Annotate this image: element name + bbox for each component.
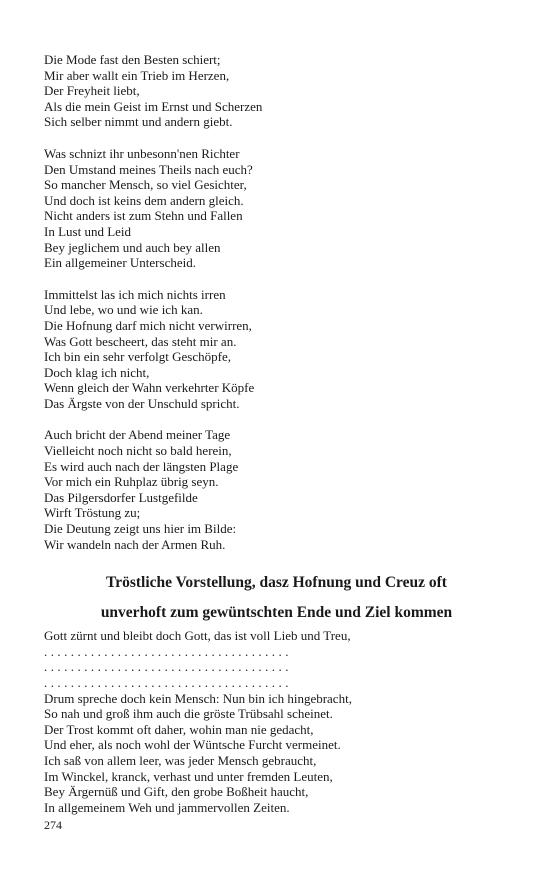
- verse-line: Gott zürnt und bleibt doch Gott, das ist voll Lieb und Treu,: [44, 628, 351, 644]
- verse-line: Ein allgemeiner Unterscheid.: [44, 255, 196, 271]
- verse-line: So nah und groß ihm auch die gröste Trübsahl scheinet.: [44, 706, 333, 722]
- omission-dots: . . . . . . . . . . . . . . . . . . . . . . . . . . . . . . . . . . . . .: [44, 659, 289, 675]
- poem-title-line-1: Tröstliche Vorstellung, dasz Hofnung und Creuz oft: [106, 574, 447, 592]
- verse-line: Vor mich ein Ruhplaz übrig seyn.: [44, 474, 219, 490]
- verse-line: Als die mein Geist im Ernst und Scherzen: [44, 98, 263, 114]
- verse-line: In Lust und Leid: [44, 223, 132, 239]
- verse-line: Vielleicht noch nicht so bald herein,: [44, 443, 232, 459]
- stanza-2: [44, 146, 514, 271]
- verse-line: Die Mode fast den Besten schiert;: [44, 52, 221, 67]
- omission-dots: . . . . . . . . . . . . . . . . . . . . . . . . . . . . . . . . . . . . .: [44, 675, 289, 690]
- verse-line: Das Pilgersdorfer Lustgefilde: [44, 489, 198, 505]
- verse-line: Im Winckel, kranck, verhast und unter fremden Leuten,: [44, 768, 333, 784]
- omission-dots: . . . . . . . . . . . . . . . . . . . . . . . . . . . . . . . . . . . . .: [44, 643, 289, 659]
- poem-title-line-2: unverhoft zum gewüntschten Ende und Ziel kommen: [100, 604, 453, 622]
- second-poem: [44, 628, 514, 815]
- verse-line: Ich saß von allem leer, was jeder Mensch gebraucht,: [44, 752, 317, 768]
- stanza-4: [44, 427, 514, 552]
- verse-line: Ich bin ein sehr verfolgt Geschöpfe,: [44, 349, 231, 365]
- verse-line: Der Freyheit liebt,: [44, 83, 140, 99]
- verse-line: Die Deutung zeigt uns hier im Bilde:: [44, 521, 237, 537]
- verse-line: Und lebe, wo und wie ich kan.: [44, 302, 203, 318]
- verse-line: Es wird auch nach der längsten Plage: [44, 458, 239, 474]
- stanza-1: [44, 52, 514, 130]
- stanza-3: [44, 287, 514, 412]
- verse-line: Doch klag ich nicht,: [44, 364, 150, 380]
- verse-line: Und doch ist keins dem andern gleich.: [44, 192, 244, 208]
- verse-line: Wirft Tröstung zu;: [44, 505, 141, 521]
- verse-line: Bey jeglichem und auch bey allen: [44, 239, 221, 255]
- verse-line: Nicht anders ist zum Stehn und Fallen: [44, 208, 243, 224]
- verse-line: Was Gott bescheert, das steht mir an.: [44, 333, 237, 349]
- verse-line: Den Umstand meines Theils nach euch?: [44, 161, 253, 177]
- verse-line: Mir aber wallt ein Trieb im Herzen,: [44, 67, 230, 83]
- verse-line: Immittelst las ich mich nichts irren: [44, 286, 226, 302]
- verse-line: Auch bricht der Abend meiner Tage: [44, 427, 231, 443]
- verse-line: Drum spreche doch kein Mensch: Nun bin ich hingebracht,: [44, 690, 352, 706]
- verse-line: Bey Ärgernüß und Gift, den grobe Boßheit haucht,: [44, 784, 309, 800]
- verse-line: Das Ärgste von der Unschuld spricht.: [44, 395, 240, 411]
- verse-line: Die Hofnung darf mich nicht verwirren,: [44, 317, 252, 333]
- verse-line: Der Trost kommt oft daher, wohin man nie gedacht,: [44, 721, 314, 737]
- verse-line: Wenn gleich der Wahn verkehrter Köpfe: [44, 380, 255, 396]
- verse-line: Und eher, als noch wohl der Wüntsche Furcht vermeinet.: [44, 737, 341, 753]
- page-number: 274: [44, 818, 62, 832]
- verse-line: Wir wandeln nach der Armen Ruh.: [44, 536, 226, 552]
- verse-line: Was schnizt ihr unbesonn'nen Richter: [44, 145, 240, 161]
- verse-line: In allgemeinem Weh und jammervollen Zeiten.: [44, 799, 290, 815]
- verse-line: Sich selber nimmt und andern giebt.: [44, 114, 233, 130]
- poem-title: [44, 568, 514, 628]
- page-body: [44, 52, 514, 831]
- verse-line: So mancher Mensch, so viel Gesichter,: [44, 177, 247, 193]
